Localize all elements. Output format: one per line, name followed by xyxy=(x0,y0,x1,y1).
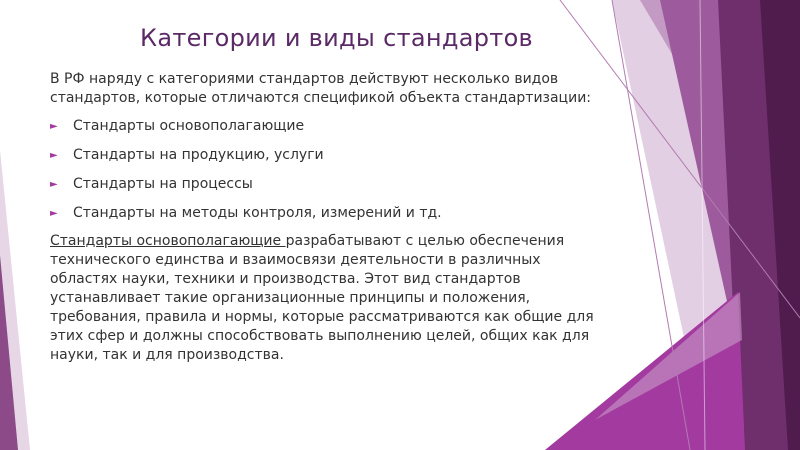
list-item-label: Стандарты на методы контроля, измерений и тд. xyxy=(73,205,442,221)
description-paragraph xyxy=(50,232,605,365)
list-item xyxy=(50,116,605,137)
list-item xyxy=(50,203,605,224)
arrow-bullet-icon: ► xyxy=(50,121,58,132)
bullet-list xyxy=(50,116,605,224)
arrow-bullet-icon: ► xyxy=(50,208,58,219)
description-text: разрабатывают с целью обеспечения технического единства и взаимосвязи деятельности в различных областях науки, техники и производства. Этот вид стандартов устанавливает такие организационные принципы и положения, требования, правила и нормы, которые рассматриваются как общие для этих сфер и должны способствовать выполнению целей, общих как для науки, так и для производства. xyxy=(50,233,594,363)
list-item-label: Стандарты основополагающие xyxy=(73,118,305,134)
arrow-bullet-icon: ► xyxy=(50,150,58,161)
slide-content xyxy=(50,70,605,365)
description-term: Стандарты основополагающие xyxy=(50,233,286,249)
list-item-label: Стандарты на процессы xyxy=(73,176,253,192)
slide-title: Категории и виды стандартов xyxy=(140,24,534,52)
intro-paragraph: В РФ наряду с категориями стандартов действуют несколько видов стандартов, которые отличаются спецификой объекта стандартизации: xyxy=(50,71,592,106)
list-item xyxy=(50,145,605,166)
list-item-label: Стандарты на продукцию, услуги xyxy=(73,147,324,163)
list-item xyxy=(50,174,605,195)
arrow-bullet-icon: ► xyxy=(50,179,58,190)
